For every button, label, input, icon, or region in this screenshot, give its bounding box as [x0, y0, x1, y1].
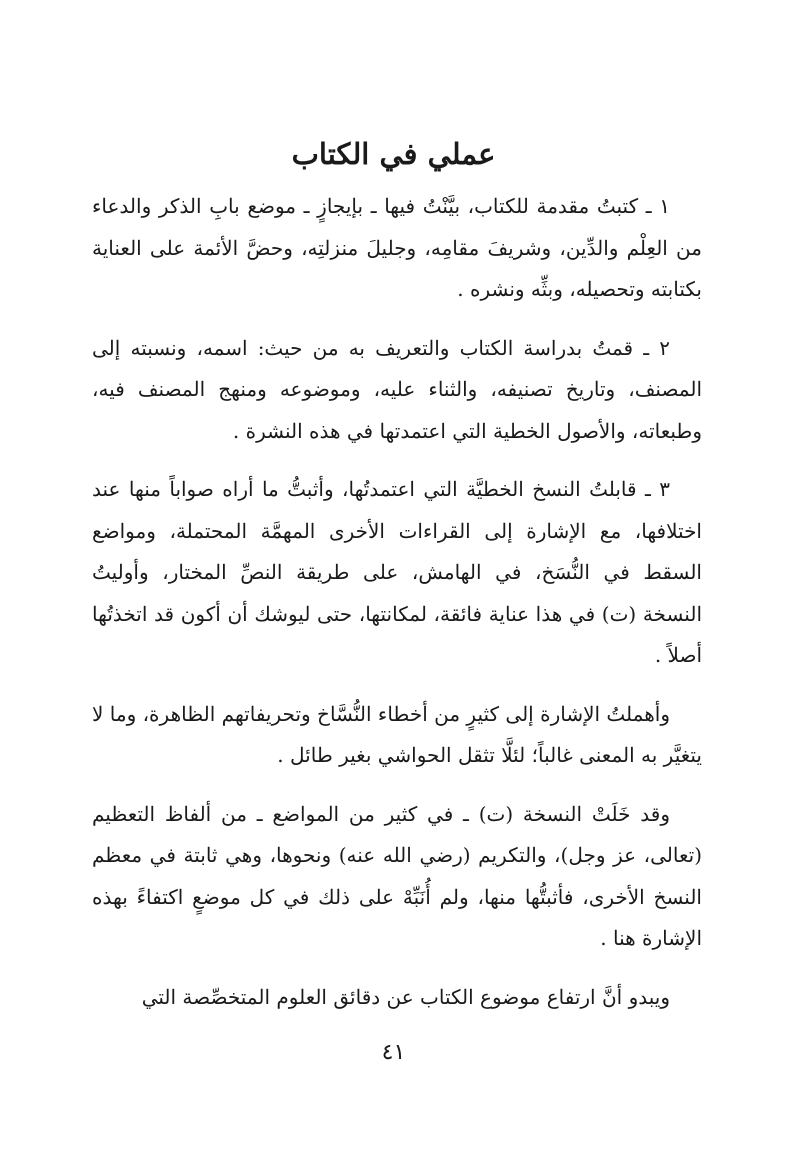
page-number: ٤١ — [381, 1040, 406, 1065]
paragraph-6: ويبدو أنَّ ارتفاع موضوع الكتاب عن دقائق العلوم المتخصِّصة التي — [141, 984, 670, 1009]
page-title: عملي في الكتاب — [291, 137, 496, 171]
paragraph-1: ١ ـ كتبتُ مقدمة للكتاب، بيَّنْتُ فيها ـ بإيجازٍ ـ موضع بابِ الذكر والدعاء من العِلْم والدِّين، وشريفَ مقامِه، وجليلَ منزلتِه، وحضَّ الأئمة على العناية بكتابته وتحصيله، وبثِّه ونشره . — [92, 194, 702, 301]
paragraph-4: وأهملتُ الإشارة إلى كثيرٍ من أخطاء النُّسَّاخ وتحريفاتهم الظاهرة، وما لا يتغيَّر به المعنى غالباً؛ لئلَّا تثقل الحواشي بغير طائل . — [92, 701, 702, 767]
body-text — [92, 186, 702, 1035]
paragraph-3: ٣ ـ قابلتُ النسخ الخطيَّة التي اعتمدتُها، وأثبتُّ ما أراه صواباً منها عند اختلافها، مع الإشارة إلى القراءات الأخرى المهمَّة المحتملة، ومواضع السقط في النُّسَخ، في الهامش، على طريقة النصِّ المختار، وأوليتُ النسخة (ت) في هذا عناية فائقة، لمكانتها، حتى ليوشك أن أكون قد اتخذتُها أصلاً . — [92, 477, 702, 667]
paragraph-2: ٢ ـ قمتُ بدراسة الكتاب والتعريف به من حيث: اسمه، ونسبته إلى المصنف، وتاريخ تصنيفه، والثناء عليه، وموضوعه ومنهج المصنف فيه، وطبعاته، والأصول الخطية التي اعتمدتها في هذه النشرة . — [92, 335, 702, 443]
paragraph-5: وقد خَلَتْ النسخة (ت) ـ في كثير من المواضع ـ من ألفاظ التعظيم (تعالى، عز وجل)، والتكريم (رضي الله عنه) ونحوها، وهي ثابتة في معظم النسخ الأخرى، فأثبتُّها منها، ولم أُنَبِّهْ على ذلك في كل موضعٍ اكتفاءً بهذه الإشارة هنا . — [92, 801, 702, 950]
